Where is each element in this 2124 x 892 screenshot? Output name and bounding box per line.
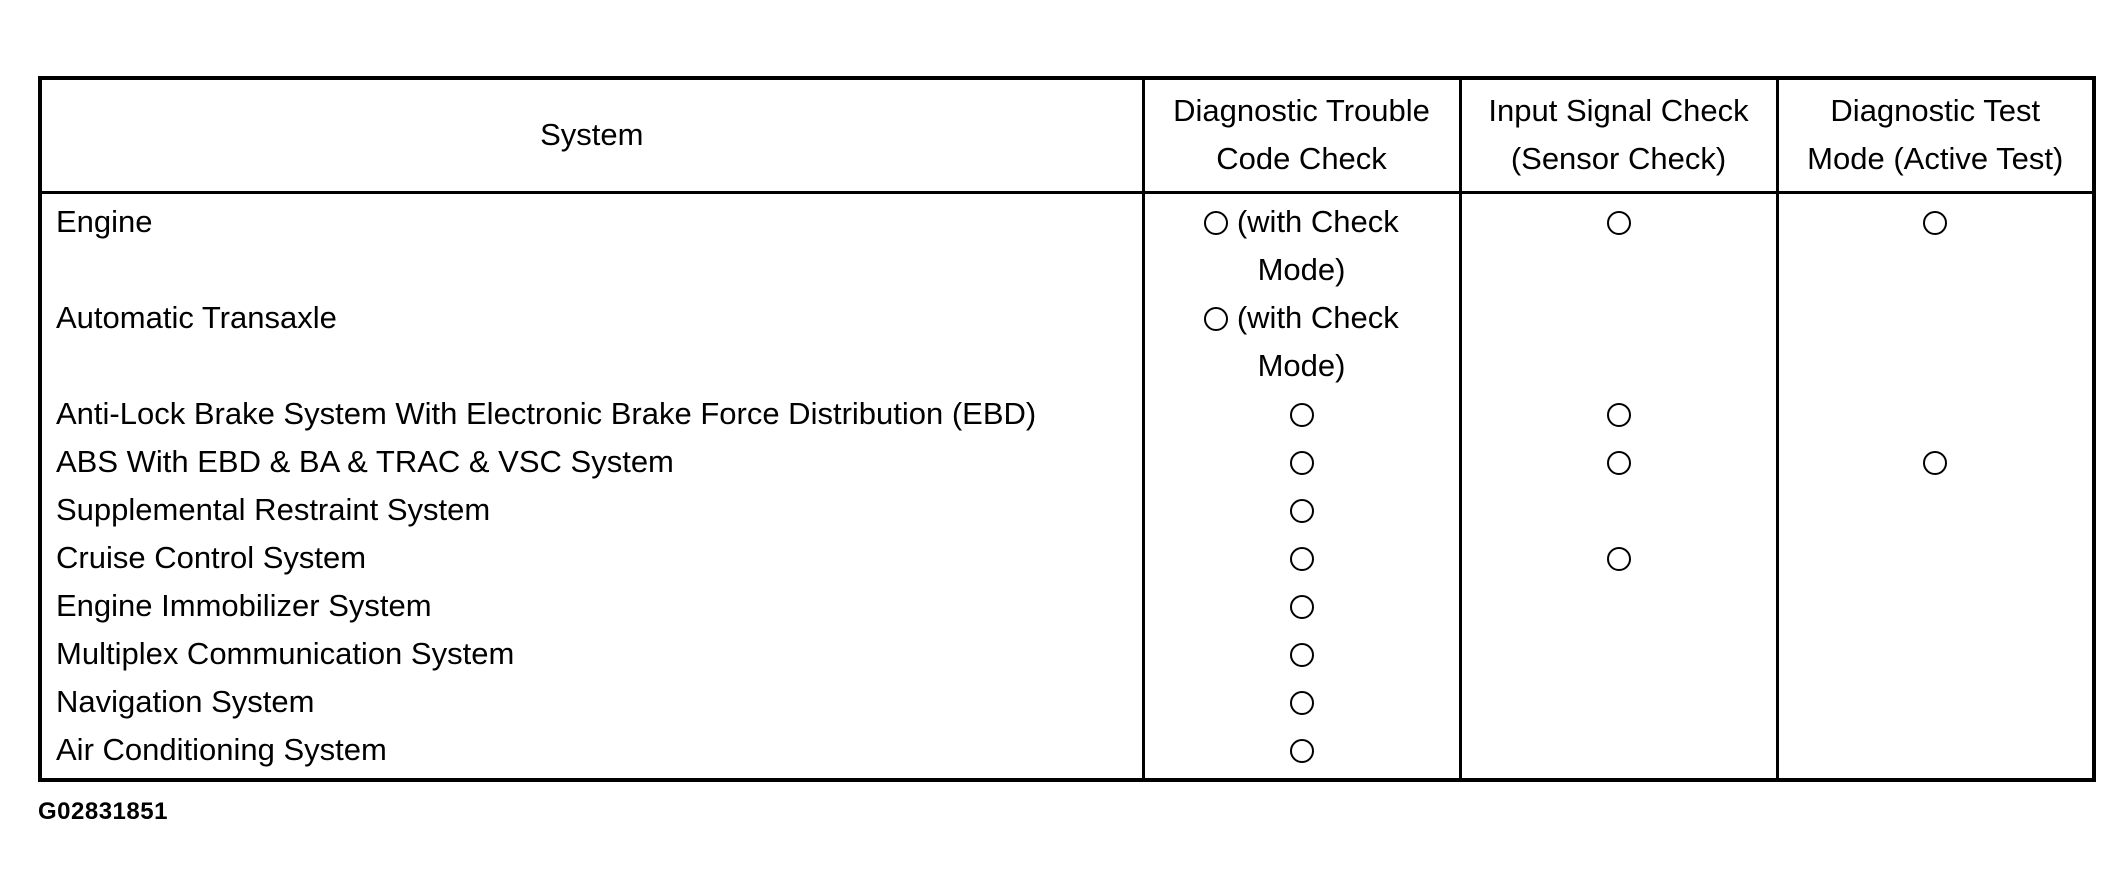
header-test-line2: Mode (Active Test) <box>1807 141 2064 177</box>
header-input-signal-check <box>1460 78 1777 192</box>
circle-mark-icon <box>1607 211 1631 235</box>
active_test-cell <box>1777 390 2094 438</box>
figure-id: G02831851 <box>38 798 168 825</box>
system-name-cell: Multiplex Communication System <box>40 630 1143 678</box>
input-cell <box>1460 726 1777 780</box>
active_test-cell <box>1777 192 2094 294</box>
check-mode-note-cont: Mode) <box>1257 347 1346 383</box>
circle-mark-icon <box>1290 451 1314 475</box>
dtc-cell <box>1143 438 1460 486</box>
table-row <box>40 582 2094 630</box>
circle-mark-icon <box>1607 547 1631 571</box>
table-row <box>40 534 2094 582</box>
header-dtc-line2: Code Check <box>1216 141 1387 177</box>
circle-mark-icon <box>1923 451 1947 475</box>
table-row <box>40 678 2094 726</box>
diagnostic-function-table <box>38 76 2096 782</box>
active_test-cell <box>1777 678 2094 726</box>
input-cell <box>1460 678 1777 726</box>
active_test-cell <box>1777 534 2094 582</box>
system-name-cell: Anti-Lock Brake System With Electronic Brake Force Distribution (EBD) <box>40 390 1143 438</box>
active_test-cell <box>1777 582 2094 630</box>
system-name-cell: ABS With EBD & BA & TRAC & VSC System <box>40 438 1143 486</box>
dtc-cell <box>1143 726 1460 780</box>
system-name-cell: Cruise Control System <box>40 534 1143 582</box>
circle-mark-icon <box>1290 499 1314 523</box>
circle-mark-icon <box>1607 403 1631 427</box>
input-cell <box>1460 486 1777 534</box>
check-mode-note-cont: Mode) <box>1257 251 1346 287</box>
dtc-cell <box>1143 486 1460 534</box>
active_test-cell <box>1777 438 2094 486</box>
circle-mark-icon <box>1290 403 1314 427</box>
circle-mark-icon <box>1607 451 1631 475</box>
system-name-cell: Engine <box>40 192 1143 294</box>
table-header-row <box>40 78 2094 192</box>
circle-mark-icon <box>1923 211 1947 235</box>
active_test-cell <box>1777 630 2094 678</box>
circle-mark-icon <box>1290 643 1314 667</box>
table-row <box>40 486 2094 534</box>
table-row <box>40 192 2094 294</box>
table-row <box>40 726 2094 780</box>
table-row <box>40 390 2094 438</box>
dtc-cell <box>1143 630 1460 678</box>
system-name-cell: Air Conditioning System <box>40 726 1143 780</box>
input-cell <box>1460 630 1777 678</box>
circle-mark-icon <box>1204 307 1228 331</box>
active_test-cell <box>1777 294 2094 390</box>
header-input-line1: Input Signal Check <box>1488 93 1749 129</box>
header-dtc-line1: Diagnostic Trouble <box>1173 93 1430 129</box>
active_test-cell <box>1777 726 2094 780</box>
system-name-cell: Supplemental Restraint System <box>40 486 1143 534</box>
table-row <box>40 438 2094 486</box>
table-row <box>40 294 2094 390</box>
active_test-cell <box>1777 486 2094 534</box>
dtc-cell <box>1143 534 1460 582</box>
circle-mark-icon <box>1290 739 1314 763</box>
circle-mark-icon <box>1290 595 1314 619</box>
check-mode-note: (with Check <box>1236 203 1399 239</box>
dtc-cell <box>1143 192 1460 294</box>
table-row <box>40 630 2094 678</box>
input-cell <box>1460 438 1777 486</box>
dtc-cell <box>1143 294 1460 390</box>
input-cell <box>1460 192 1777 294</box>
circle-mark-icon <box>1290 691 1314 715</box>
header-input-line2: (Sensor Check) <box>1510 141 1727 177</box>
header-active-test <box>1777 78 2094 192</box>
system-name-cell: Navigation System <box>40 678 1143 726</box>
header-system: System <box>40 78 1143 192</box>
header-dtc-check <box>1143 78 1460 192</box>
system-name-cell: Engine Immobilizer System <box>40 582 1143 630</box>
dtc-cell <box>1143 678 1460 726</box>
input-cell <box>1460 294 1777 390</box>
input-cell <box>1460 582 1777 630</box>
input-cell <box>1460 390 1777 438</box>
dtc-cell <box>1143 582 1460 630</box>
circle-mark-icon <box>1204 211 1228 235</box>
circle-mark-icon <box>1290 547 1314 571</box>
table-body <box>40 192 2094 780</box>
header-test-line1: Diagnostic Test <box>1830 93 2041 129</box>
dtc-cell <box>1143 390 1460 438</box>
input-cell <box>1460 534 1777 582</box>
system-name-cell: Automatic Transaxle <box>40 294 1143 390</box>
check-mode-note: (with Check <box>1236 299 1399 335</box>
